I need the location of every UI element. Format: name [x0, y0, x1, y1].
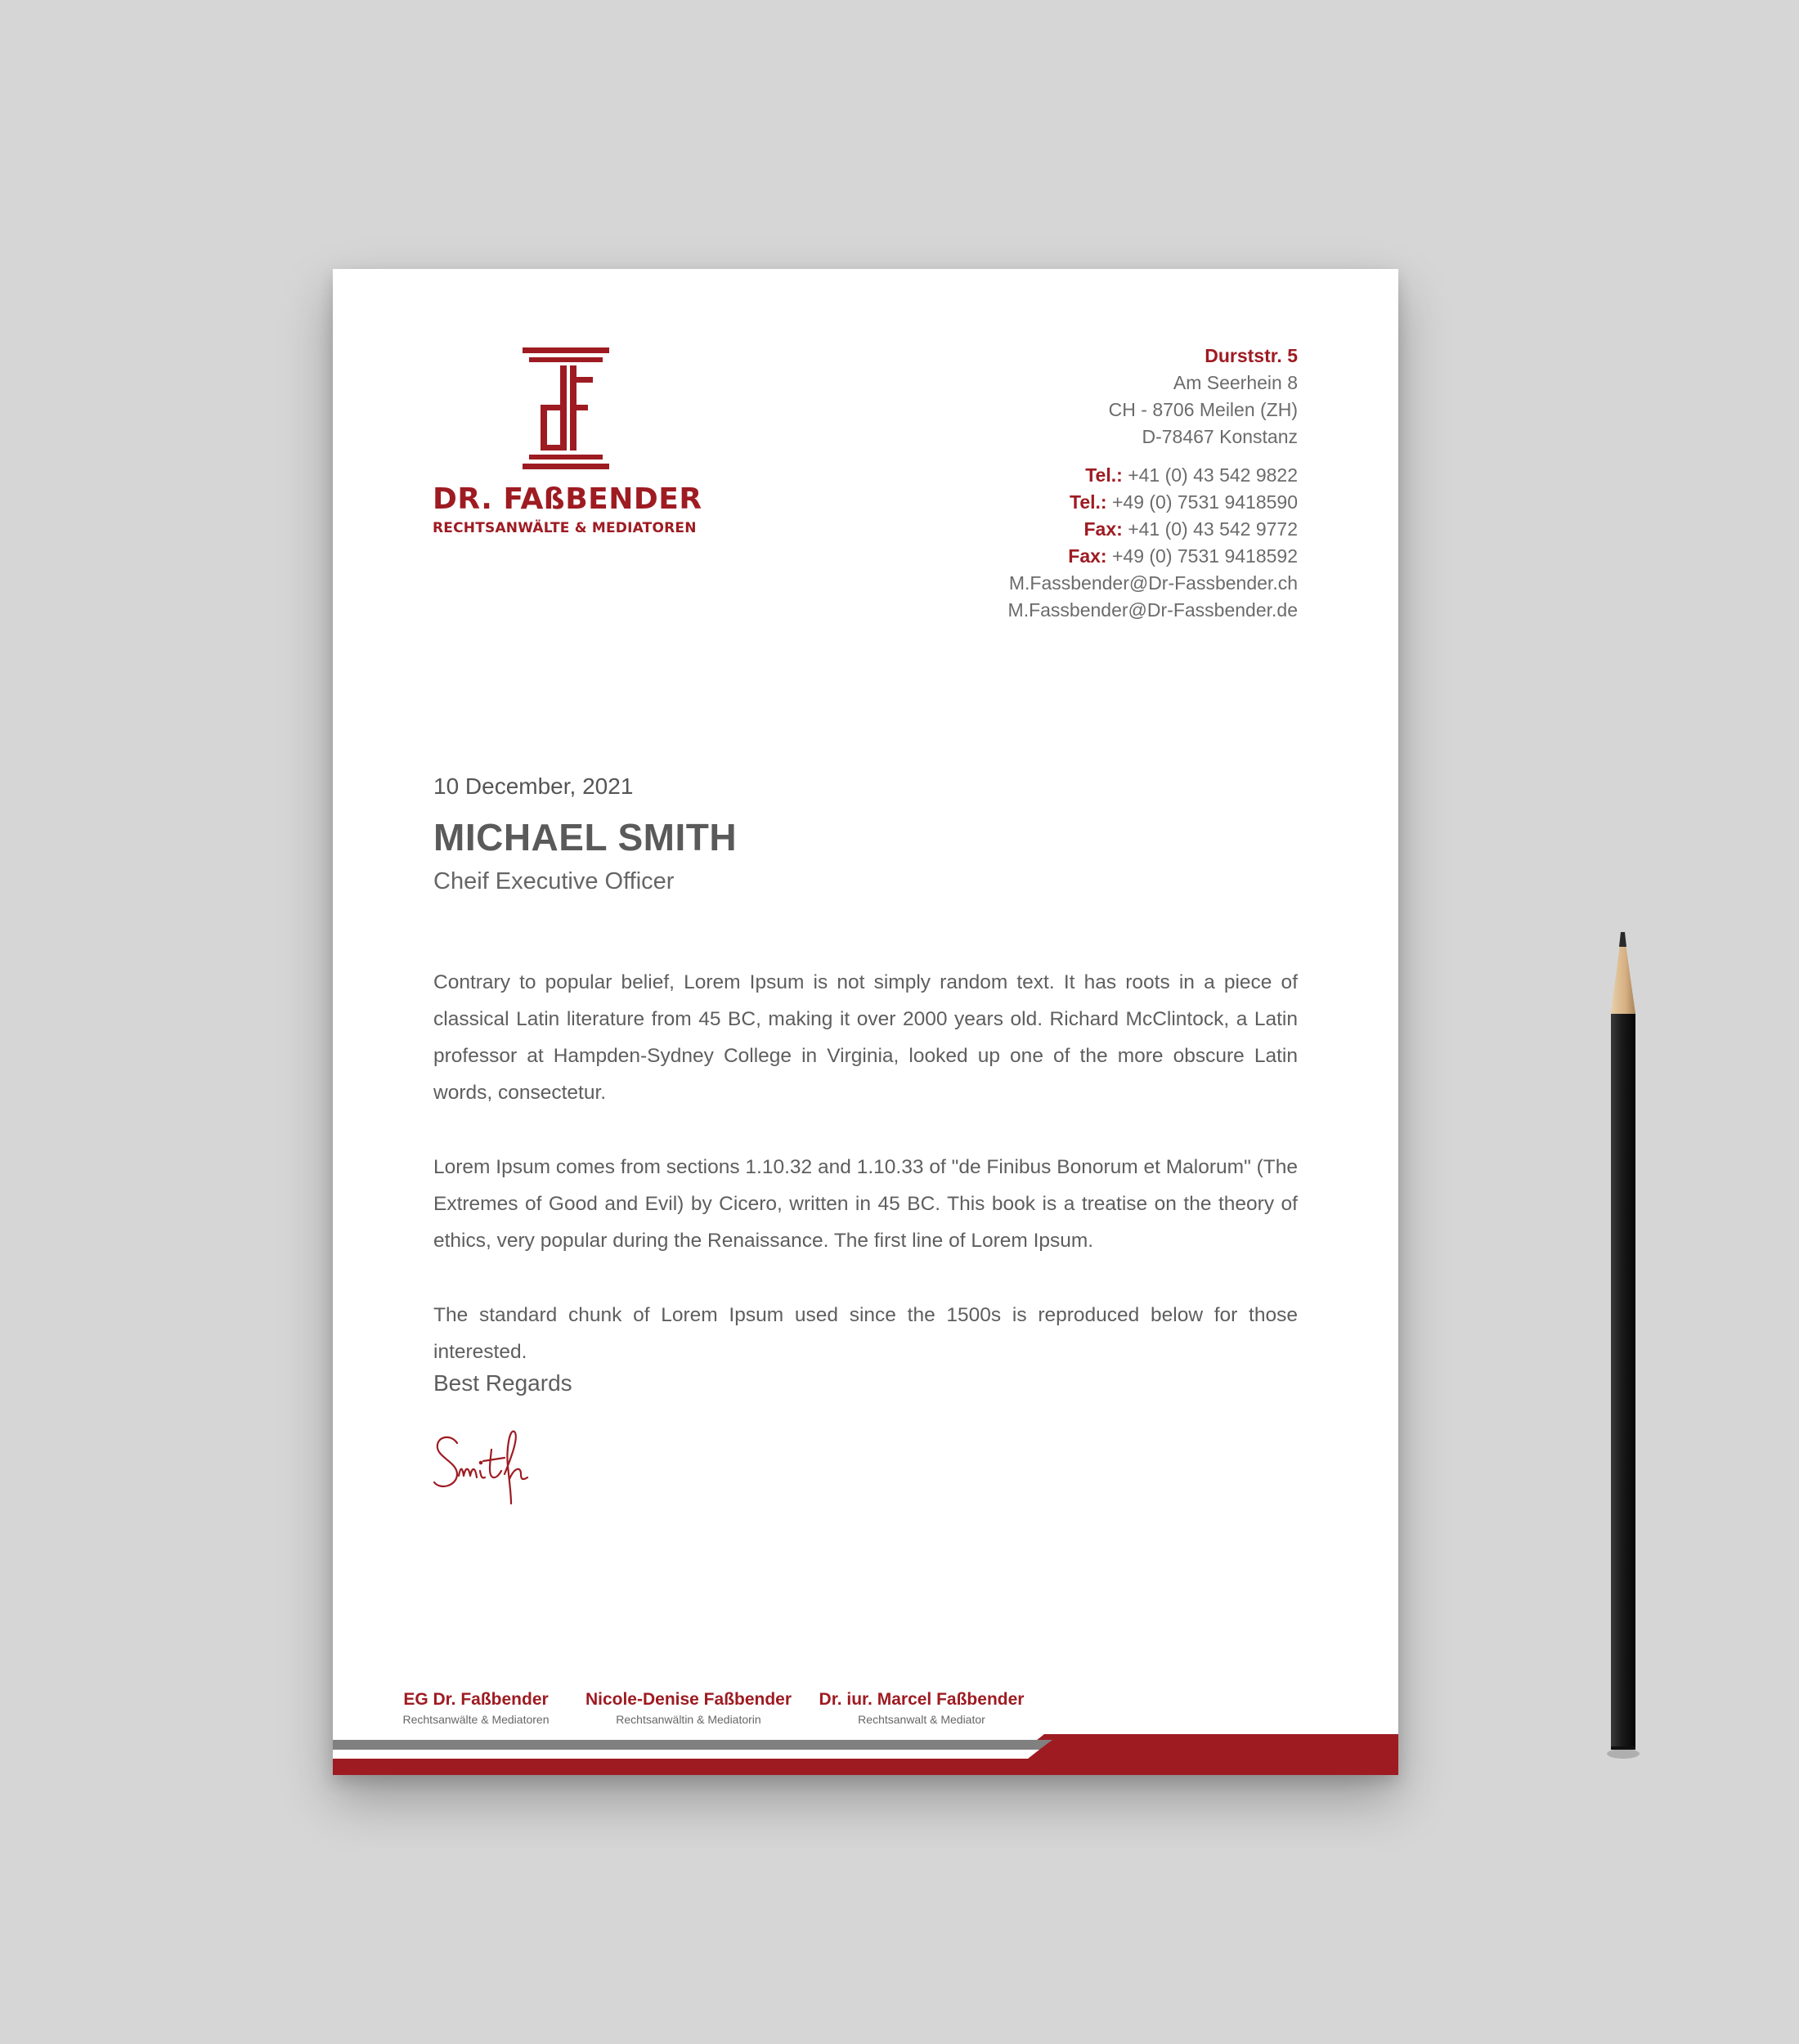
- pencil-decoration: [1595, 932, 1652, 1770]
- email-line: M.Fassbender@Dr-Fassbender.ch: [1008, 572, 1298, 594]
- address-line: D-78467 Konstanz: [1142, 426, 1298, 447]
- body-paragraph: Contrary to popular belief, Lorem Ipsum is not simply random text. It has roots in a piece of classical Latin literature from 45 BC, making it over 2000 years old. Richard McClintock, a Latin professor at Hampden-Sydney College in Virginia, looked up one of the more obscure Latin words, consectetur.: [433, 971, 1298, 1104]
- contact-line: [1008, 462, 1298, 489]
- partner-role: Rechtsanwältin & Mediatorin: [616, 1713, 761, 1726]
- partner-name: EG Dr. Faßbender: [403, 1690, 549, 1709]
- partner-role: Rechtsanwalt & Mediator: [858, 1713, 985, 1726]
- partner-entry: [807, 1690, 1036, 1726]
- email-line: M.Fassbender@Dr-Fassbender.de: [1007, 599, 1298, 621]
- body-paragraph: The standard chunk of Lorem Ipsum used since the 1500s is reproduced below for those interested.: [433, 1304, 1298, 1363]
- body-paragraph: Lorem Ipsum comes from sections 1.10.32 and 1.10.33 of "de Finibus Bonorum et Malorum" (The Extremes of Good and Evil) by Cicero, written in 45 BC. This book is a treatise on the theory of ethics, very popular during the Renaissance. The first line of Lorem Ipsum.: [433, 1156, 1298, 1252]
- address-street: Durststr. 5: [1205, 345, 1298, 366]
- letterhead-page: [333, 269, 1398, 1775]
- handwritten-signature: [429, 1425, 552, 1519]
- letter-body: [433, 964, 1298, 1408]
- contact-value: +41 (0) 43 542 9822: [1128, 464, 1298, 486]
- partner-name: Dr. iur. Marcel Faßbender: [819, 1690, 1025, 1709]
- contact-label: Fax:: [1083, 518, 1123, 540]
- company-name: DR. FAßBENDER: [433, 482, 702, 516]
- footer-stripe: [333, 1734, 1398, 1775]
- contact-line: [1008, 516, 1298, 543]
- address-block: [1109, 343, 1298, 450]
- contact-block: [1008, 462, 1298, 624]
- recipient-title: Cheif Executive Officer: [433, 868, 675, 894]
- pillar-df-icon: [523, 347, 612, 470]
- recipient-name: MICHAEL SMITH: [433, 816, 738, 858]
- partner-role: Rechtsanwälte & Mediatoren: [402, 1713, 550, 1726]
- contact-value: +49 (0) 7531 9418592: [1111, 545, 1298, 567]
- company-tagline: RECHTSANWÄLTE & MEDIATOREN: [433, 520, 697, 536]
- partner-entry: [570, 1690, 807, 1726]
- contact-label: Tel.:: [1070, 491, 1107, 513]
- address-line: CH - 8706 Meilen (ZH): [1108, 399, 1298, 420]
- contact-value: +49 (0) 7531 9418590: [1111, 491, 1298, 513]
- contact-line: [1008, 489, 1298, 516]
- letter-date: 10 December, 2021: [433, 773, 634, 799]
- contact-label: Tel.:: [1085, 464, 1123, 486]
- contact-label: Fax:: [1068, 545, 1107, 567]
- closing-text: Best Regards: [433, 1370, 572, 1396]
- contact-line: [1008, 543, 1298, 570]
- address-line: Am Seerhein 8: [1173, 372, 1298, 393]
- partner-entry: [382, 1690, 570, 1726]
- pencil-icon: [1595, 932, 1652, 1766]
- contact-value: +41 (0) 43 542 9772: [1128, 518, 1298, 540]
- partner-name: Nicole-Denise Faßbender: [585, 1690, 792, 1709]
- signature-icon: [429, 1425, 552, 1515]
